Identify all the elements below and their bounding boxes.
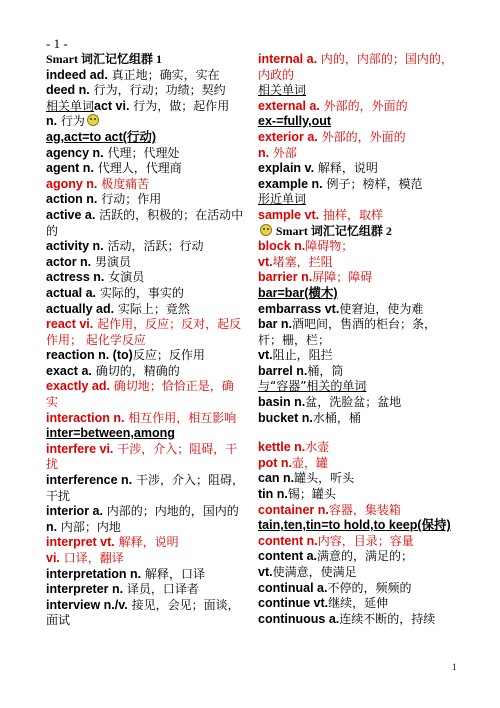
headword: interpretation n. [46,566,142,581]
headword: explain v. [258,161,315,176]
vocab-entry [258,83,458,99]
definition: 酒吧间，售酒的柜台；条，杆；栅，栏； [258,317,437,347]
vocab-entry [258,411,458,427]
vocab-entry [258,471,458,487]
root-rule: ex-=fully,out [258,114,332,129]
vocab-entry [46,535,244,551]
vocab-entry [258,565,458,581]
definition: 活动，活跃；行动 [103,239,204,254]
vocab-entry [46,286,244,302]
headword: vi. [46,551,60,565]
headword: activity n. [46,239,104,254]
definition: 极度痛苦 [97,176,150,191]
vocab-entry [258,286,458,302]
vocab-entry [258,208,458,224]
headword: vt. [258,254,273,269]
headword: deed n. [46,83,90,98]
vocab-entry [46,411,244,427]
headword: container n. [258,502,329,517]
vocab-entry [258,364,458,380]
vocab-entry [258,395,458,411]
vocab-entry [258,177,458,193]
headword: react vi. [46,317,94,332]
headword: internal a. [258,52,318,66]
vocab-entry [46,177,244,193]
vocab-entry [46,582,244,598]
headword: exactly ad. [46,379,110,394]
definition: 继续，延伸 [328,596,389,611]
headword: external a. [258,98,320,113]
definition: 内部的；内地的，国内的 [102,504,239,519]
definition: 外部的，外面的 [319,98,408,113]
headword: bar n. [258,317,293,332]
vocab-entry [46,551,244,567]
vocab-entry [46,270,244,286]
definition: 行动；作用 [97,192,162,207]
right-column [258,52,458,627]
headword: agency n. [46,145,104,160]
headword: interaction n. [46,410,125,425]
vocab-entry [258,440,458,456]
definition: 口译，翻译 [59,551,124,565]
vocab-entry [258,224,458,240]
definition: 外部的，外面的 [317,129,406,144]
definition: 干涉，介入；阻碍，干扰 [46,473,244,503]
vocab-entry [258,114,458,130]
vocab-entry [46,426,244,442]
vocab-entry [46,504,244,520]
definition: 接见，会见；面谈，面试 [46,597,240,628]
headword: continuous a. [258,611,340,626]
headword: continual a. [258,580,328,595]
root-rule: ag,act=to act(行动) [46,129,157,144]
definition: 确切的，精确的 [91,363,180,378]
definition: 真正地；确实，实在 [107,67,220,82]
vocab-entry [258,596,458,612]
vocab-entry [46,364,244,380]
headword: exterior a. [258,129,318,144]
headword: tin n. [258,487,288,502]
headword: action n. [46,192,98,207]
definition: 满意的，满足的； [317,549,414,564]
definition: 反应；反作用 [132,348,205,363]
definition: 实际上；竟然 [114,301,190,316]
headword: vt. [258,348,273,363]
spacer [258,426,458,440]
smiley-icon [87,114,99,126]
section-label: 与“容器”相关的单词 [258,379,367,394]
vocab-entry [258,549,458,565]
vocab-entry [258,99,458,115]
headword: interpreter n. [46,582,124,597]
left-column [46,52,244,629]
definition: 抽样，取样 [319,207,383,222]
vocab-entry [46,473,244,504]
definition: 行为 [57,114,85,129]
definition: 实际的，事实的 [96,285,184,300]
definition: 连续不断的，持续 [339,611,436,626]
headword: reaction n. (to) [46,348,133,363]
headword: embarrass vt. [258,301,340,316]
definition: 起作用，反应；反对，起反作用； 起化学反应 [46,317,242,347]
vocab-entry [258,192,458,208]
headword: act vi. [94,98,130,113]
definition: 阻止，阻拦 [272,348,333,363]
vocab-entry [46,114,244,130]
definition: 确切地；恰恰正是，确实 [46,379,234,410]
group-heading: Smart 词汇记忆组群 2 [275,223,392,238]
vocab-entry [46,317,244,348]
definition: 女演员 [104,270,145,285]
vocab-entry [46,130,244,146]
definition: 容器，集装箱 [328,502,401,517]
vocab-entry [258,317,458,348]
headword: interview n./v. [46,597,128,612]
headword: kettle n. [258,440,306,455]
vocab-entry [46,255,244,271]
headword: continue vt. [258,596,329,611]
definition: 例子；榜样，模范 [322,176,423,191]
vocab-entry [258,348,458,364]
headword: actress n. [46,270,105,285]
root-rule: tain,ten,tin=to hold,to keep(保持) [258,518,451,533]
vocab-entry [46,239,244,255]
group-heading: Smart 词汇记忆组群 1 [46,52,162,66]
vocab-entry [46,567,244,583]
vocab-entry [258,581,458,597]
definition: 行为，做；起作用 [129,98,230,113]
definition: 解释，说明 [314,161,378,176]
definition: 外部 [269,145,297,160]
vocab-entry [258,518,458,534]
definition: 内的，内部的；国内的，内政的 [258,52,453,82]
definition: 内部；内地 [57,519,121,534]
vocab-entry [46,52,244,68]
section-label: 相关单词 [258,83,307,98]
section-label: 形近单词 [258,192,307,207]
headword: example n. [258,176,323,191]
vocab-entry [46,598,244,629]
headword: active a. [46,207,96,222]
definition: 堵塞，拦阻 [272,254,333,269]
definition: 使满意，使满足 [272,565,357,579]
headword: interpret vt. [46,535,115,550]
headword: agony n. [46,176,98,191]
headword: actor n. [46,254,92,269]
headword: sample vt. [258,207,320,222]
headword: basin n. [258,395,306,410]
vocab-entry [258,52,458,83]
headword: content a. [258,549,318,564]
definition: 解释，说明 [114,535,179,550]
definition: 水壶 [305,440,330,455]
vocab-entry [46,99,244,115]
page-number-top: - 1 - [46,36,68,51]
definition: 代理；代理处 [103,145,180,160]
headword: interference n. [46,473,133,488]
vocab-entry [46,302,244,318]
definition: 内容，目录；容量 [317,533,414,548]
definition: 活跃的，积极的；在活动中的 [46,207,244,238]
definition: 使窘迫，使为难 [339,301,424,316]
definition: 锡；罐头 [287,487,336,502]
vocab-entry [46,68,244,84]
definition: 行为，行动；功绩；契约 [89,83,226,98]
definition: 盆，洗脸盆；盆地 [305,395,402,410]
vocab-entry [258,379,458,395]
definition: 解释，口译 [141,566,205,581]
headword: can n. [258,471,295,486]
definition: 代理人，代理商 [93,161,182,176]
vocab-entry [258,612,458,628]
page-number-bottom: 1 [452,662,457,672]
root-rule: bar=bar(横木) [258,285,338,300]
definition: 障碍物； [305,239,354,254]
definition: 屏障；障碍 [312,270,373,285]
headword: barrier n. [258,270,313,285]
vocab-entry [46,146,244,162]
headword: interfere vi. [46,441,114,456]
definition: 干涉，介入；阻碍，干扰 [46,441,238,472]
root-rule: inter=between,among [46,426,175,441]
definition: 男演员 [91,254,131,269]
vocab-entry [258,161,458,177]
section-label: 相关单词 [46,98,95,113]
vocab-entry [258,503,458,519]
vocab-entry [258,487,458,503]
vocab-entry [46,192,244,208]
vocab-entry [258,270,458,286]
vocab-entry [258,239,458,255]
definition: 相互作用，相互影响 [124,410,237,425]
headword: content n. [258,533,318,548]
definition: 罐头，听头 [294,471,355,486]
definition: 桶，筒 [307,363,344,378]
vocab-entry [46,208,244,239]
headword: actual a. [46,285,97,300]
vocab-entry [258,130,458,146]
headword: agent n. [46,161,94,176]
headword: pot n. [258,455,293,470]
definition: 译员，口译者 [123,582,199,597]
headword: n. [46,519,58,534]
headword: n. [46,114,58,129]
headword: exact a. [46,363,92,378]
vocab-entry [46,161,244,177]
vocab-entry [46,520,244,536]
headword: actually ad. [46,301,115,316]
vocab-entry [46,379,244,410]
headword: n. [258,145,270,160]
vocab-entry [258,146,458,162]
vocab-entry [46,348,244,364]
headword: interior a. [46,504,103,519]
vocab-entry [46,442,244,473]
vocab-entry [258,302,458,318]
vocab-entry [258,534,458,550]
headword: block n. [258,239,306,254]
headword: bucket n. [258,410,313,425]
headword: vt. [258,565,273,579]
headword: indeed ad. [46,67,108,82]
definition: 不停的，频频的 [327,580,412,595]
definition: 壶，罐 [292,455,329,470]
vocab-entry [258,255,458,271]
smiley-icon [260,224,272,236]
headword: barrel n. [258,363,308,378]
vocab-entry [258,456,458,472]
definition: 水桶，桶 [312,410,361,425]
vocab-entry [46,83,244,99]
